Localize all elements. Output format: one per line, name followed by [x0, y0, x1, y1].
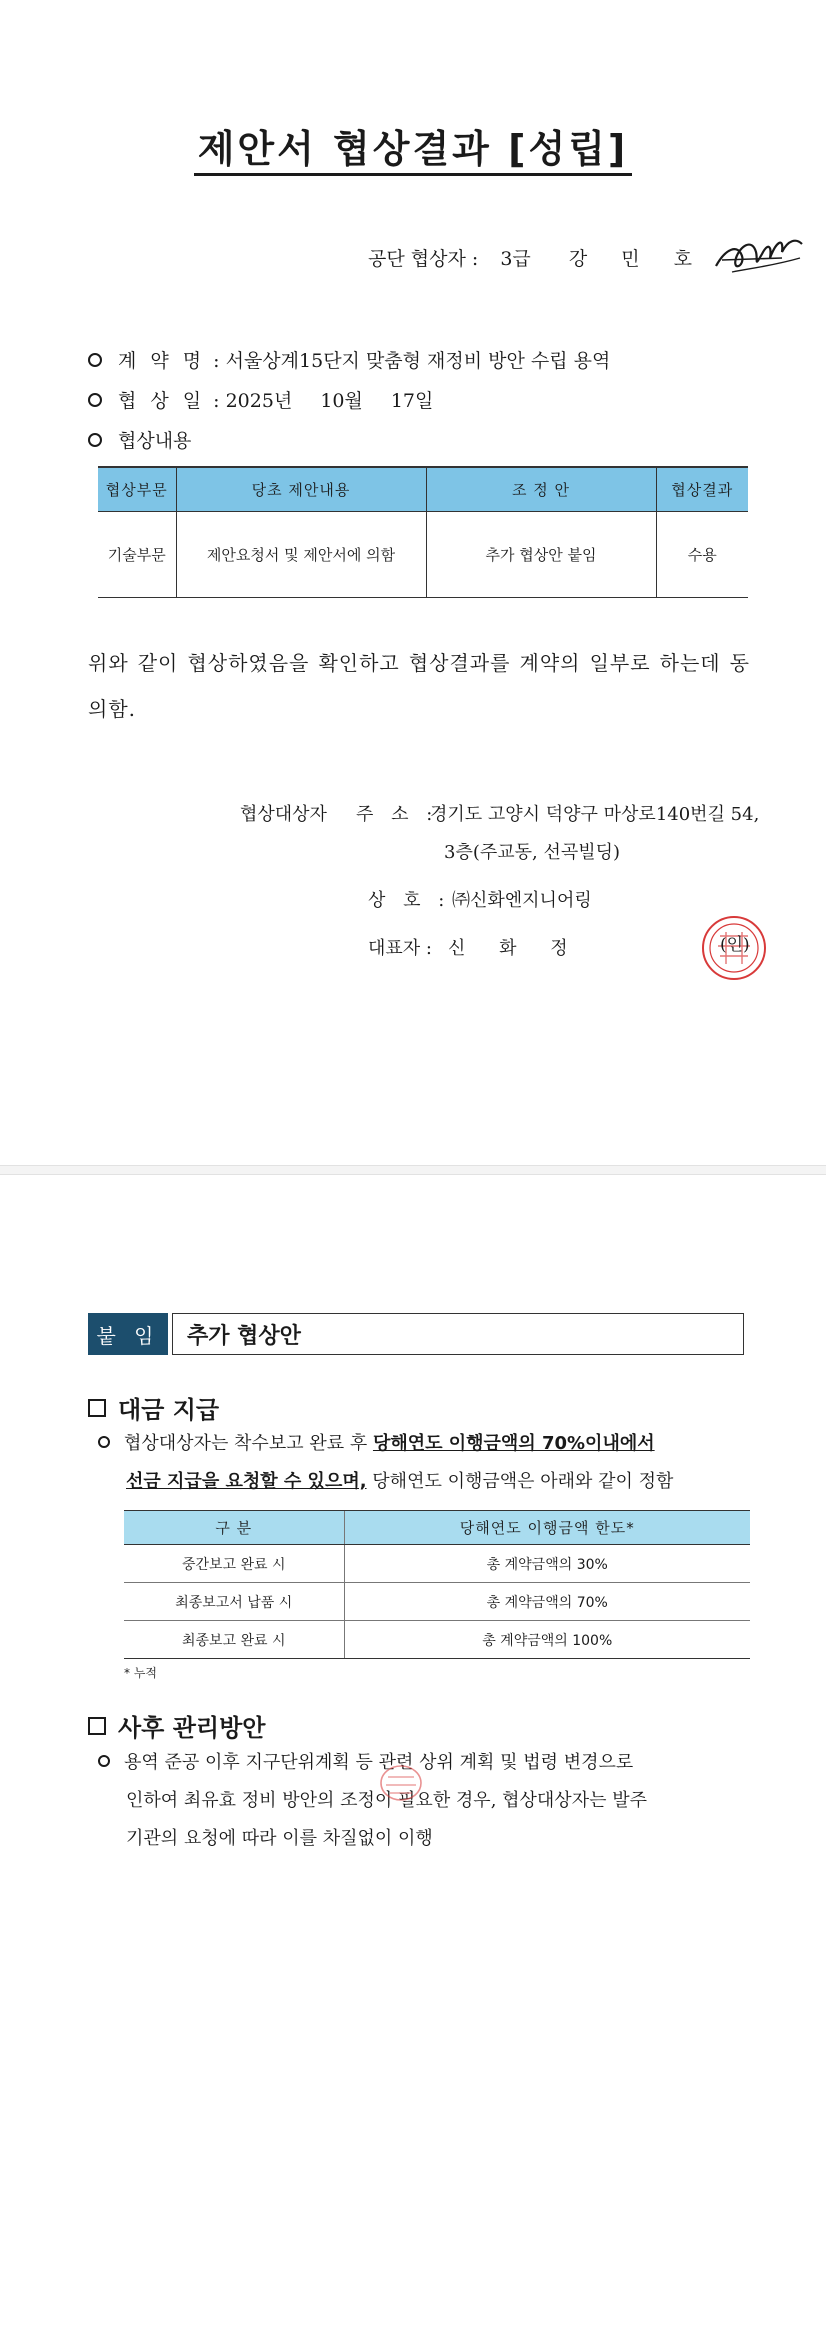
- handwritten-signature: [712, 228, 808, 278]
- representative-label: 대표자 :: [368, 938, 432, 959]
- address-line-2: 3층(주교동, 선곡빌딩): [444, 842, 621, 863]
- table-footnote: * 누적: [124, 1666, 157, 1680]
- negotiation-content-row: [88, 426, 191, 453]
- faint-seal-stamp-icon: [378, 1763, 424, 1803]
- table-cell: 제안요청서 및 제안서에 의함: [176, 511, 426, 597]
- negotiation-content-label: 협상내용: [118, 430, 192, 452]
- address-label: 주 소 :: [356, 804, 439, 825]
- company-name: ㈜신화엔지니어링: [452, 890, 592, 911]
- contract-name-value: : 서울상계15단지 맞춤형 재정비 방안 수립 용역: [213, 350, 611, 372]
- hollow-square-bullet-icon: [88, 1399, 106, 1417]
- agreement-paragraph: 위와 같이 협상하였음을 확인하고 협상결과를 계약의 일부로 하는데 동의함.: [88, 651, 750, 721]
- seal-mark: (인): [720, 935, 750, 955]
- table-header-cell: 당해연도 이행금액 한도*: [344, 1511, 750, 1545]
- section-heading-aftercare: 사후 관리방안: [88, 1708, 265, 1743]
- table-header-cell: 당초 제안내용: [176, 467, 426, 511]
- emphasis-text: 선금 지급을 요청할 수 있으며,: [126, 1471, 367, 1492]
- table-cell: 중간보고 완료 시: [124, 1545, 344, 1583]
- contract-name-row: [88, 346, 610, 373]
- table-header-cell: 협상부문: [98, 467, 176, 511]
- table-cell: 총 계약금액의 30%: [344, 1545, 750, 1583]
- negotiation-date-month: 10월: [320, 390, 363, 412]
- address-line-1: 경기도 고양시 덕양구 마상로140번길 54,: [430, 804, 760, 825]
- company-label: 상 호 :: [368, 890, 451, 911]
- table-cell: 최종보고 완료 시: [124, 1621, 344, 1659]
- counterparty-label: 협상대상자: [240, 804, 327, 825]
- table-header-cell: 협상결과: [656, 467, 748, 511]
- table-cell: 기술부문: [98, 511, 176, 597]
- payment-paragraph: 협상대상자는 착수보고 완료 후 당해연도 이행금액의 70%이내에서 선금 지급을 요청할 수 있으며, 당해연도 이행금액은 아래와 같이 정함: [98, 1425, 754, 1501]
- section-heading-payment: 대금 지급: [88, 1390, 219, 1425]
- table-header-row: [98, 467, 748, 511]
- negotiation-date-row: [88, 386, 433, 413]
- negotiation-date-day: 17일: [390, 390, 434, 412]
- payment-limit-table: [124, 1510, 750, 1659]
- table-cell: 총 계약금액의 100%: [344, 1621, 750, 1659]
- hollow-circle-bullet-icon: [88, 353, 102, 367]
- contract-name-label: 계 약 명: [118, 350, 206, 372]
- attachment-title: 추가 협상안: [172, 1313, 744, 1355]
- attachment-header: [88, 1313, 744, 1355]
- hollow-circle-bullet-icon: [98, 1436, 110, 1448]
- negotiator-label: 공단 협상자 :: [368, 248, 479, 270]
- aftercare-paragraph: 용역 준공 이후 지구단위계획 등 관련 상위 계획 및 법령 변경으로 인하여 최유효 정비 방안의 조정이 필요한 경우, 협상대상자는 발주 기관의 요청에 따라 이를 차질없이 이행: [98, 1744, 754, 1858]
- table-cell: 수용: [656, 511, 748, 597]
- negotiator-line: [368, 244, 706, 271]
- negotiator-name: 강 민 호: [568, 248, 706, 270]
- table-cell: 총 계약금액의 70%: [344, 1583, 750, 1621]
- negotiator-grade: 3급: [500, 248, 531, 270]
- table-row: [98, 511, 748, 597]
- hollow-circle-bullet-icon: [88, 433, 102, 447]
- document-title: 제안서 협상결과 [성립]: [0, 118, 826, 173]
- table-row: [124, 1583, 750, 1621]
- page-separator: [0, 1165, 826, 1175]
- table-row: [124, 1545, 750, 1583]
- table-header-cell: 조 정 안: [426, 467, 656, 511]
- attachment-label: 붙 임: [88, 1313, 168, 1355]
- table-header-cell: 구 분: [124, 1511, 344, 1545]
- table-cell: 추가 협상안 붙임: [426, 511, 656, 597]
- hollow-circle-bullet-icon: [98, 1755, 110, 1767]
- table-row: [124, 1621, 750, 1659]
- table-header-row: [124, 1511, 750, 1545]
- hollow-circle-bullet-icon: [88, 393, 102, 407]
- negotiation-table: [98, 466, 748, 598]
- negotiation-date-label: 협 상 일: [118, 390, 206, 412]
- emphasis-text: 당해연도 이행금액의 70%이내에서: [372, 1433, 655, 1454]
- hollow-square-bullet-icon: [88, 1717, 106, 1735]
- negotiation-date-year: : 2025년: [213, 390, 293, 412]
- table-cell: 최종보고서 납품 시: [124, 1583, 344, 1621]
- representative-name: 신 화 정: [448, 938, 582, 959]
